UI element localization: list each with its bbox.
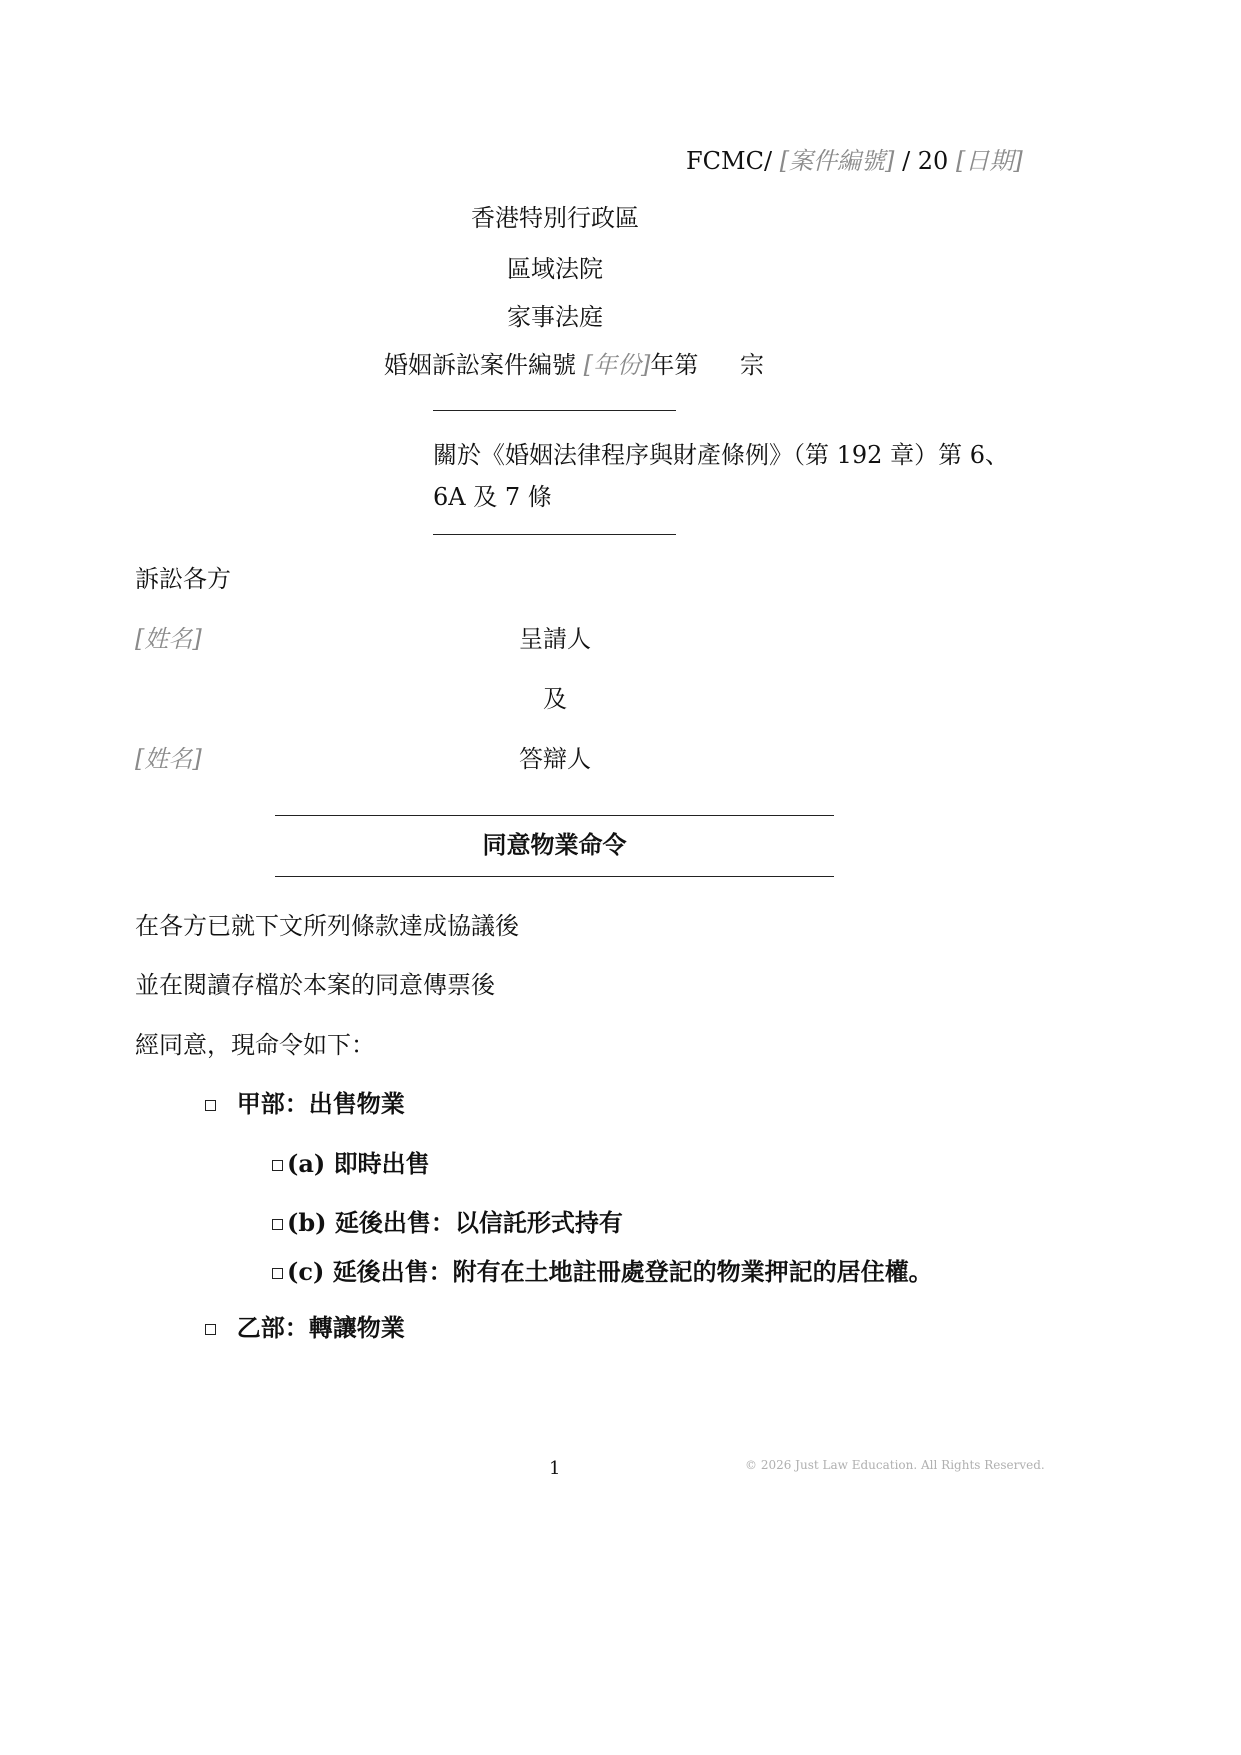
option-a1-text: 即時出售: [333, 1149, 430, 1178]
case-label-pre: 婚姻訴訟案件編號: [384, 351, 576, 379]
case-label-mid: 年第: [650, 351, 699, 379]
preamble-line-1: 在各方已就下文所列條款達成協議後: [135, 912, 519, 940]
parties-heading: 訴訟各方: [135, 565, 231, 593]
option-a3-checkbox[interactable]: [272, 1268, 283, 1279]
petitioner-role: 呈請人: [519, 625, 591, 653]
part-b-checkbox[interactable]: [205, 1324, 216, 1335]
option-a3-label: (c): [287, 1257, 325, 1286]
date-placeholder[interactable]: [日期]: [955, 147, 1023, 175]
case-number-placeholder[interactable]: [案件編號]: [779, 147, 895, 175]
page-number: 1: [549, 1458, 561, 1479]
option-a2[interactable]: [272, 1208, 623, 1238]
part-a-checkbox[interactable]: [205, 1100, 216, 1111]
preamble-line-2: 並在閱讀存檔於本案的同意傳票後: [135, 971, 495, 999]
part-a-option[interactable]: [205, 1089, 405, 1119]
case-label-post: 宗: [740, 351, 764, 379]
statute-top-rule: [433, 410, 676, 411]
case-reference: [686, 146, 1023, 176]
option-a1-checkbox[interactable]: [272, 1160, 283, 1171]
court-name: 區域法院: [507, 255, 603, 283]
court-division: 家事法庭: [507, 303, 603, 331]
part-b-option[interactable]: [205, 1313, 405, 1343]
option-a2-text: 延後出售：以信託形式持有: [334, 1208, 623, 1237]
copyright-notice: © 2026 Just Law Education. All Rights Reserved.: [745, 1458, 1045, 1472]
part-b-label: 乙部：轉讓物業: [236, 1313, 405, 1342]
option-a3[interactable]: [272, 1257, 933, 1287]
option-a2-checkbox[interactable]: [272, 1219, 283, 1230]
respondent-name-placeholder[interactable]: [姓名]: [135, 745, 202, 773]
case-ref-separator: / 20: [902, 147, 949, 175]
case-number-line: [384, 350, 698, 380]
option-a2-label: (b): [287, 1208, 327, 1237]
statute-line-1: 關於《婚姻法律程序與財產條例》（第 192 章）第 6、: [433, 441, 1009, 469]
year-placeholder[interactable]: [年份]: [583, 351, 651, 379]
part-a-label: 甲部：出售物業: [236, 1089, 405, 1118]
respondent-role: 答辯人: [519, 745, 591, 773]
parties-and: 及: [543, 685, 567, 713]
option-a1[interactable]: [272, 1149, 430, 1179]
option-a3-text: 延後出售：附有在土地註冊處登記的物業押記的居住權。: [332, 1257, 933, 1286]
option-a1-label: (a): [287, 1149, 326, 1178]
title-bottom-rule: [275, 876, 834, 877]
statute-line-2: 6A 及 7 條: [433, 483, 552, 511]
petitioner-name-placeholder[interactable]: [姓名]: [135, 625, 202, 653]
statute-bottom-rule: [433, 534, 676, 535]
preamble-line-3: 經同意，現命令如下：: [135, 1031, 375, 1059]
court-region: 香港特別行政區: [471, 204, 639, 232]
title-top-rule: [275, 815, 834, 816]
order-title: 同意物業命令: [482, 830, 627, 859]
case-ref-prefix: FCMC/: [686, 147, 773, 175]
